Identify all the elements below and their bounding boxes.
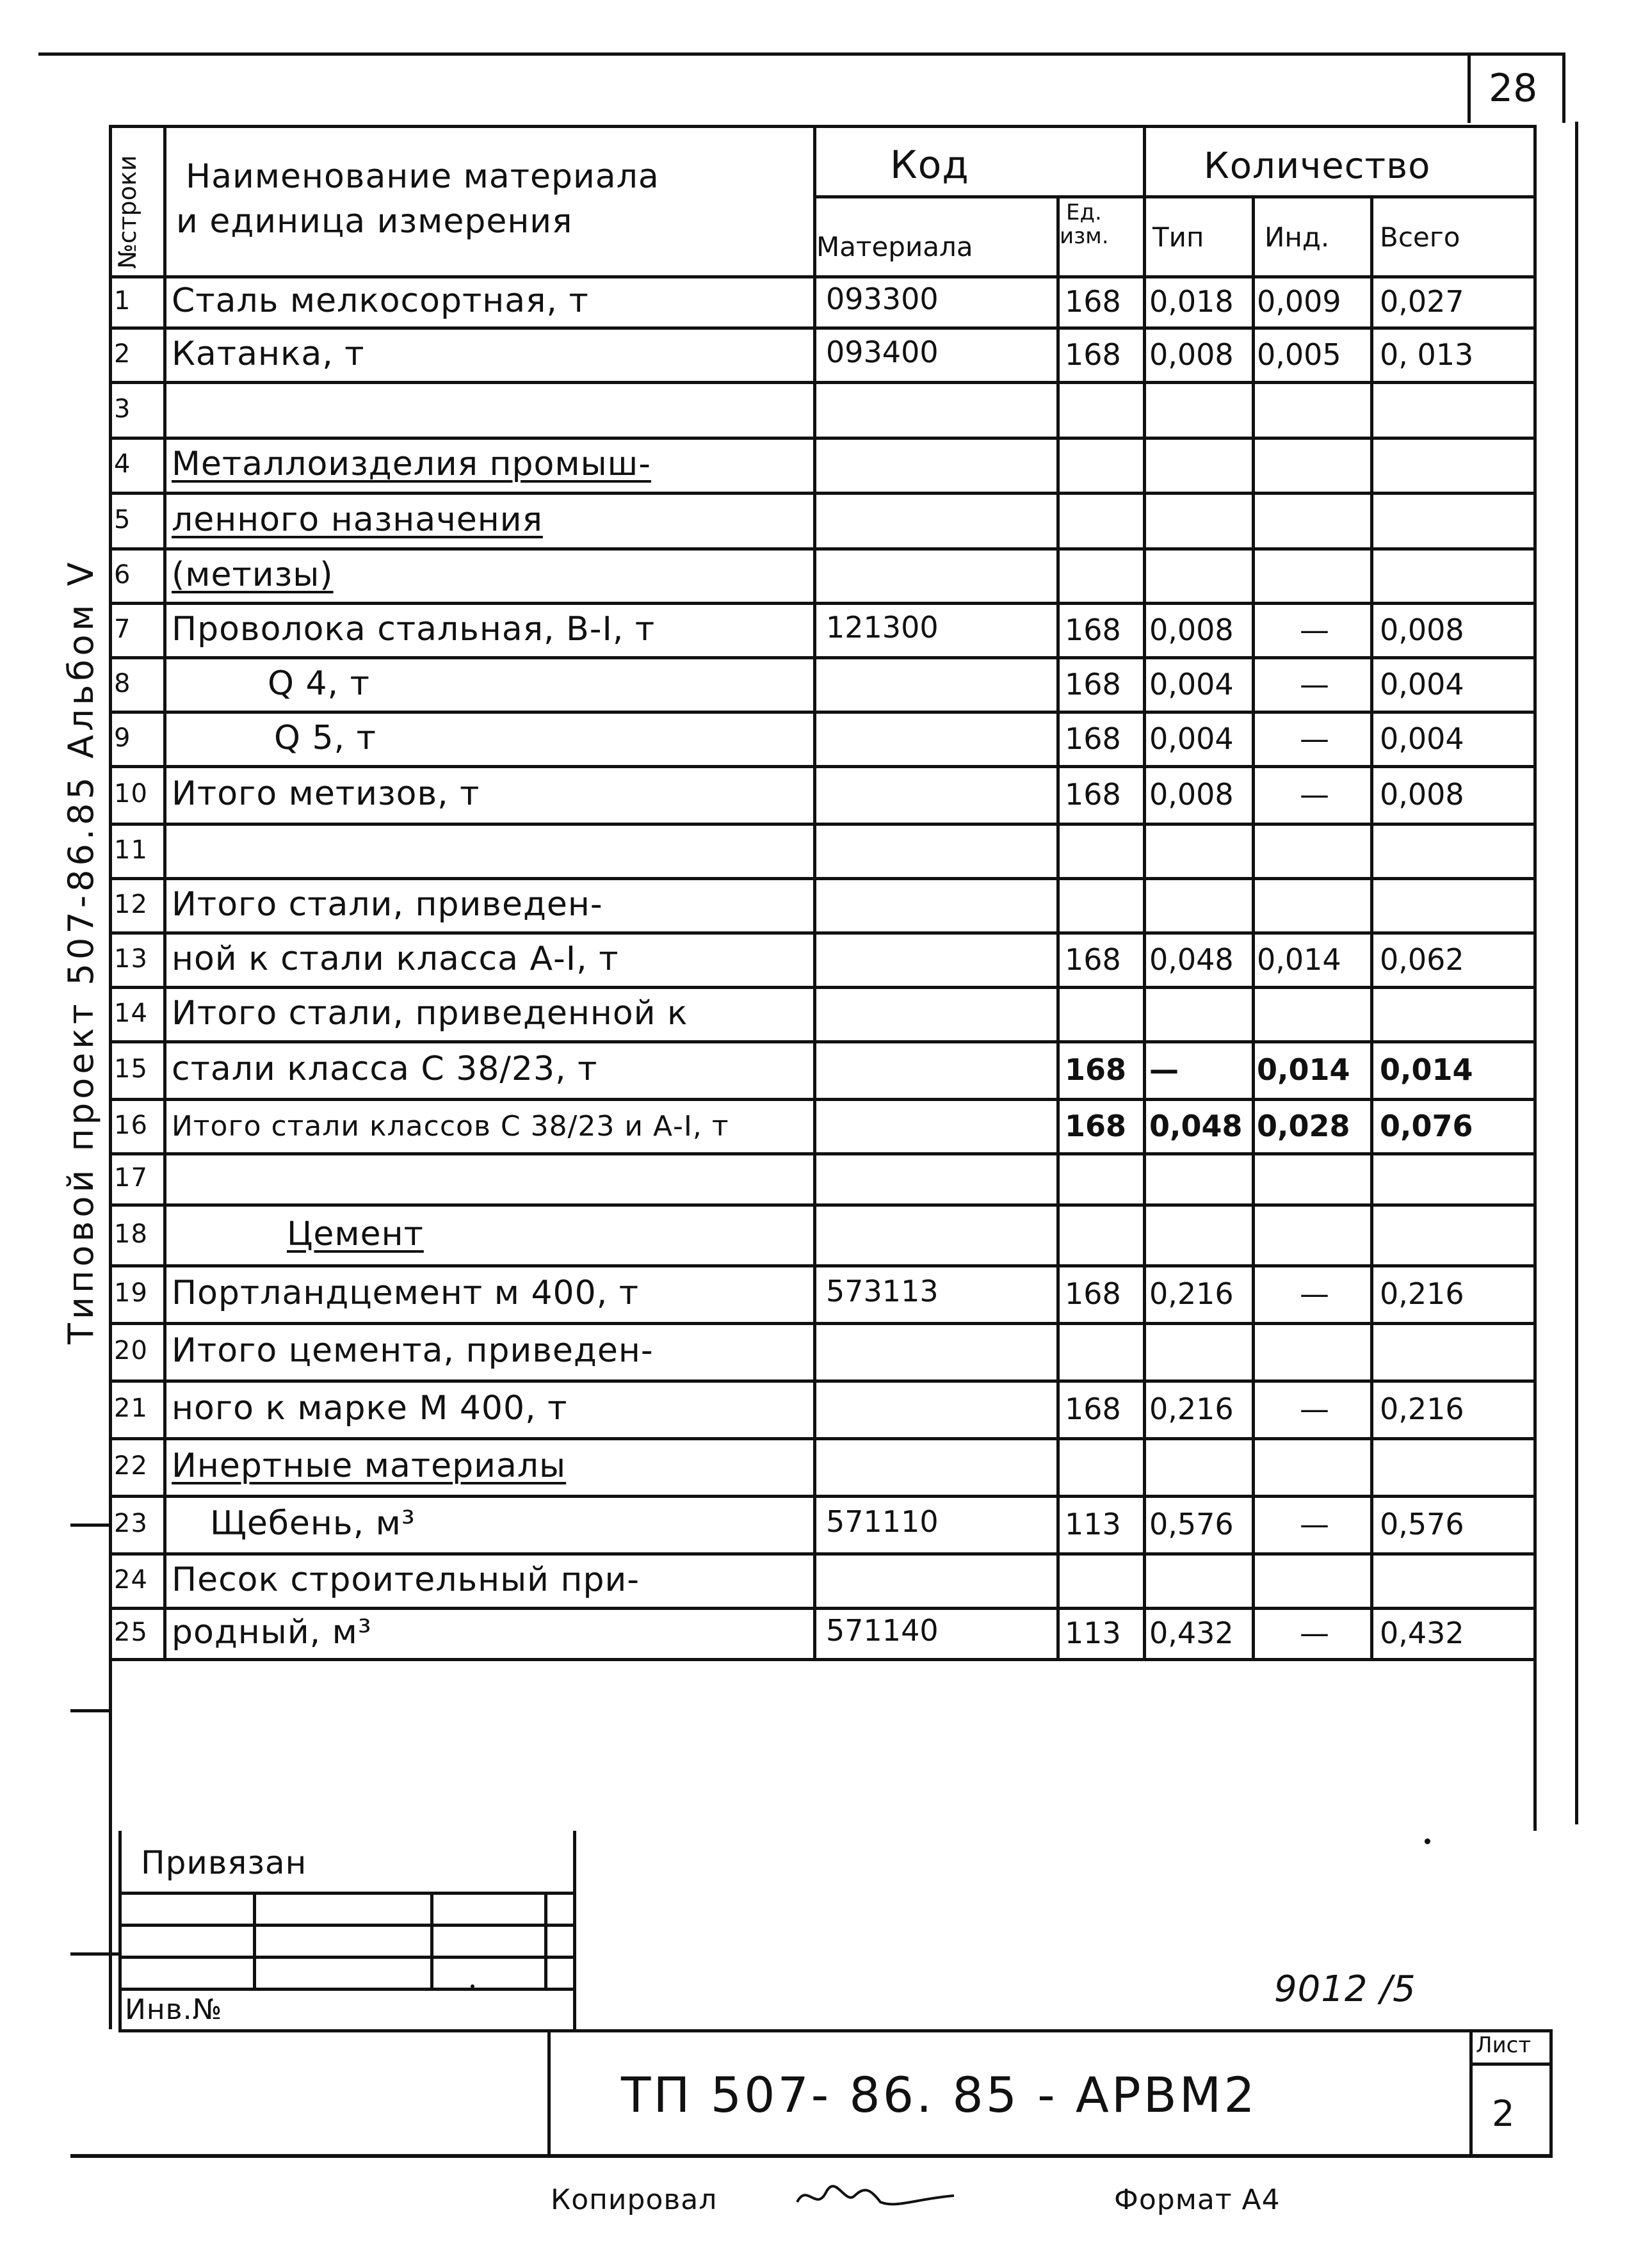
row-qty-ind: 0,009 [1257, 284, 1341, 319]
row-line-8 [109, 711, 1537, 714]
row-name: стали класса С 38/23, т [172, 1050, 598, 1088]
row-line-18 [109, 1264, 1537, 1267]
row-line-12 [109, 931, 1537, 935]
row-qty-ind: — [1300, 721, 1329, 756]
row-name: ленного назначения [172, 500, 543, 539]
row-qty-ind: — [1300, 666, 1329, 702]
row-qty-ind: 0,014 [1257, 942, 1341, 977]
row-number: 2 [114, 339, 131, 369]
stamp-sheet-divider [1469, 2063, 1549, 2066]
row-line-10 [109, 823, 1537, 826]
row-line-19 [109, 1322, 1537, 1325]
row-line-6 [109, 602, 1537, 605]
row-code: 571140 [826, 1613, 939, 1648]
header-name-line2: и единица измерения [176, 202, 573, 241]
stamp-sheet-right [1549, 2029, 1553, 2154]
sheet-box-left [1467, 52, 1471, 123]
row-qty-total: 0,076 [1380, 1108, 1473, 1143]
row-code: 571110 [826, 1504, 939, 1539]
row-number: 14 [114, 998, 148, 1028]
table-left-border [109, 125, 112, 2029]
row-line-3 [109, 437, 1537, 440]
row-name: Инертные материалы [172, 1447, 567, 1485]
row-name: Итого стали, приведенной к [172, 993, 688, 1033]
footer-format: Формат А4 [1114, 2184, 1281, 2216]
row-unit: 168 [1065, 1052, 1127, 1087]
row-code: 093300 [826, 282, 939, 316]
row-number: 20 [114, 1336, 148, 1365]
row-qty-total: 0,008 [1380, 777, 1464, 812]
col-line-code [813, 125, 816, 1658]
row-qty-total: 0,216 [1380, 1392, 1464, 1426]
row-unit: 168 [1065, 1108, 1127, 1143]
row-unit: 113 [1065, 1616, 1121, 1650]
row-line-20 [109, 1379, 1537, 1383]
header-qty-type: Тип [1152, 221, 1204, 253]
row-unit: 113 [1065, 1507, 1121, 1541]
row-qty-ind: — [1300, 1392, 1329, 1426]
row-code: 121300 [826, 609, 939, 645]
stamp-col-3 [544, 1892, 547, 1991]
row-number: 17 [114, 1163, 148, 1193]
header-qty-total: Всего [1380, 221, 1460, 253]
stamp-line-3 [118, 1956, 573, 1959]
row-qty-total: 0, 013 [1380, 337, 1474, 372]
row-qty-ind: — [1300, 1276, 1329, 1311]
row-qty-type: 0,008 [1149, 777, 1234, 812]
row-number: 15 [114, 1054, 148, 1084]
row-number: 11 [114, 835, 148, 865]
row-unit: 168 [1065, 942, 1121, 977]
stamp-line-1 [118, 1892, 573, 1895]
header-code-material: Материала [816, 231, 973, 262]
row-line-7 [109, 656, 1537, 659]
row-name: Сталь мелкосортная, т [172, 282, 589, 320]
row-line-17 [109, 1203, 1537, 1207]
row-qty-type: 0,432 [1149, 1616, 1234, 1650]
row-unit: 168 [1065, 777, 1121, 812]
header-name-line1: Наименование материала [186, 157, 659, 196]
stamp-inv-label: Инв.№ [125, 1993, 223, 2026]
row-number: 9 [114, 723, 131, 753]
header-quantity: Количество [1204, 145, 1431, 187]
row-qty-total: 0,432 [1380, 1616, 1464, 1650]
row-line-14 [109, 1040, 1537, 1043]
row-number: 25 [114, 1618, 148, 1647]
row-qty-total: 0,008 [1380, 612, 1464, 647]
row-name: Металлоизделия промыш- [172, 445, 651, 483]
row-line-4 [109, 492, 1537, 495]
stamp-designation-left [547, 2029, 551, 2154]
row-line-13 [109, 986, 1537, 989]
row-number: 22 [114, 1451, 148, 1481]
row-name: Песок строительный при- [172, 1560, 640, 1599]
row-number: 19 [114, 1278, 148, 1308]
margin-album-text: Типовой проект 507-86.85 Альбом V [61, 558, 101, 1344]
row-qty-ind: — [1300, 1616, 1329, 1650]
row-qty-ind: 0,028 [1257, 1108, 1350, 1143]
row-number: 6 [114, 559, 131, 590]
row-qty-total: 0,027 [1380, 284, 1464, 319]
margin-tick-3 [70, 1952, 122, 1956]
stamp-bound-label: Привязан [141, 1844, 307, 1881]
row-line-15 [109, 1098, 1537, 1101]
row-name: Итого цемента, приведен- [172, 1331, 654, 1370]
row-qty-type: — [1149, 1052, 1179, 1087]
margin-tick-2 [70, 1709, 112, 1712]
sheet-box-right [1562, 52, 1565, 123]
row-qty-type: 0,004 [1149, 666, 1234, 702]
row-qty-ind: — [1300, 1507, 1329, 1541]
row-code: 093400 [826, 334, 939, 369]
row-qty-type: 0,004 [1149, 721, 1234, 756]
row-name: Цемент [287, 1214, 424, 1253]
row-qty-total: 0,216 [1380, 1276, 1464, 1311]
row-line-25 [109, 1658, 1537, 1661]
scan-dot-2 [471, 1984, 474, 1988]
col-line-qty [1143, 125, 1146, 1658]
row-name: ного к марке М 400, т [172, 1389, 568, 1428]
row-unit: 168 [1065, 721, 1121, 756]
row-qty-total: 0,014 [1380, 1052, 1473, 1087]
row-name: Q 5, т [274, 718, 376, 757]
row-line-23 [109, 1552, 1537, 1556]
row-qty-type: 0,018 [1149, 284, 1234, 319]
stamp-col-2 [430, 1892, 433, 1991]
row-name: родный, м³ [172, 1613, 372, 1652]
stamp-left-border [118, 1831, 122, 2029]
margin-tick-1 [70, 1524, 112, 1527]
header-code: Код [890, 143, 969, 188]
row-number: 4 [114, 449, 131, 479]
row-qty-type: 0,576 [1149, 1507, 1234, 1541]
row-number: 1 [114, 286, 131, 316]
outer-right-border [1575, 122, 1578, 1824]
scan-dot-1 [1425, 1838, 1430, 1844]
row-name: Итого стали классов С 38/23 и А-I, т [172, 1109, 729, 1143]
row-qty-ind: 0,014 [1257, 1052, 1350, 1087]
row-unit: 168 [1065, 1276, 1121, 1311]
row-name: Портландцемент м 400, т [172, 1274, 640, 1312]
row-name: Щебень, м³ [210, 1504, 416, 1543]
row-qty-total: 0,576 [1380, 1507, 1464, 1541]
stamp-sheet-label: Лист [1476, 2032, 1532, 2058]
stamp-designation: ТП 507- 86. 85 - АРВМ2 [621, 2066, 1257, 2123]
row-unit: 168 [1065, 666, 1121, 702]
row-name: Проволока стальная, В-I, т [172, 609, 656, 648]
row-name: ной к стали класса А-I, т [172, 939, 619, 978]
row-line-2 [109, 381, 1537, 384]
row-name: Q 4, т [268, 664, 370, 703]
copier-signature [794, 2176, 960, 2221]
table-top-border [109, 125, 1537, 128]
footer-copied: Копировал [551, 2184, 718, 2216]
row-qty-total: 0,004 [1380, 666, 1464, 702]
row-line-11 [109, 877, 1537, 880]
row-line-21 [109, 1437, 1537, 1440]
row-qty-type: 0,008 [1149, 612, 1234, 647]
header-unit-line2: изм. [1060, 223, 1109, 249]
col-line-name [163, 125, 166, 1658]
row-code: 573113 [826, 1274, 939, 1308]
row-unit: 168 [1065, 284, 1121, 319]
row-line-24 [109, 1607, 1537, 1610]
row-name: Катанка, т [172, 334, 365, 373]
sheet-number: 28 [1489, 66, 1538, 111]
row-number: 13 [114, 944, 148, 974]
row-qty-ind: — [1300, 777, 1329, 812]
row-qty-type: 0,008 [1149, 337, 1234, 372]
row-qty-ind: — [1300, 612, 1329, 647]
row-name: Итого стали, приведен- [172, 885, 603, 924]
row-qty-type: 0,048 [1149, 1108, 1243, 1143]
row-name: Итого метизов, т [172, 775, 480, 813]
row-number: 10 [114, 779, 148, 808]
stamp-line-4 [118, 1988, 573, 1991]
stamp-inv-value: 9012 /5 [1274, 1968, 1416, 2010]
stamp-sheet-value: 2 [1492, 2093, 1515, 2135]
bottom-rule [70, 2154, 1553, 2158]
table-header-bottom [109, 275, 1537, 278]
row-number: 3 [114, 394, 131, 424]
row-qty-type: 0,216 [1149, 1276, 1234, 1311]
table-header-mid [813, 195, 1533, 198]
row-line-16 [109, 1152, 1537, 1155]
row-number: 18 [114, 1219, 148, 1249]
stamp-col-4 [573, 1831, 576, 2029]
row-number: 7 [114, 614, 131, 644]
row-line-9 [109, 765, 1537, 768]
stamp-col-1 [253, 1892, 256, 1991]
row-unit: 168 [1065, 337, 1121, 372]
row-line-1 [109, 326, 1537, 330]
row-line-22 [109, 1495, 1537, 1498]
row-qty-total: 0,004 [1380, 721, 1464, 756]
row-qty-type: 0,216 [1149, 1392, 1234, 1426]
header-row-no: №строки [113, 155, 141, 269]
row-number: 24 [114, 1564, 148, 1595]
top-rule [38, 52, 1565, 56]
row-qty-ind: 0,005 [1257, 337, 1341, 372]
stamp-mid-rule [118, 2029, 1553, 2032]
row-number: 5 [114, 504, 131, 535]
row-number: 21 [114, 1394, 148, 1423]
row-unit: 168 [1065, 1392, 1121, 1426]
row-number: 16 [114, 1110, 148, 1140]
row-line-5 [109, 547, 1537, 551]
stamp-sheet-left [1469, 2029, 1473, 2154]
row-name: (метизы) [172, 555, 334, 594]
header-unit-line1: Ед. [1066, 200, 1102, 225]
row-number: 12 [114, 889, 148, 919]
row-unit: 168 [1065, 612, 1121, 647]
row-qty-type: 0,048 [1149, 942, 1234, 977]
stamp-line-2 [118, 1924, 573, 1927]
row-number: 8 [114, 668, 131, 698]
header-qty-ind: Инд. [1265, 221, 1330, 253]
row-qty-total: 0,062 [1380, 942, 1464, 977]
row-number: 23 [114, 1509, 148, 1538]
